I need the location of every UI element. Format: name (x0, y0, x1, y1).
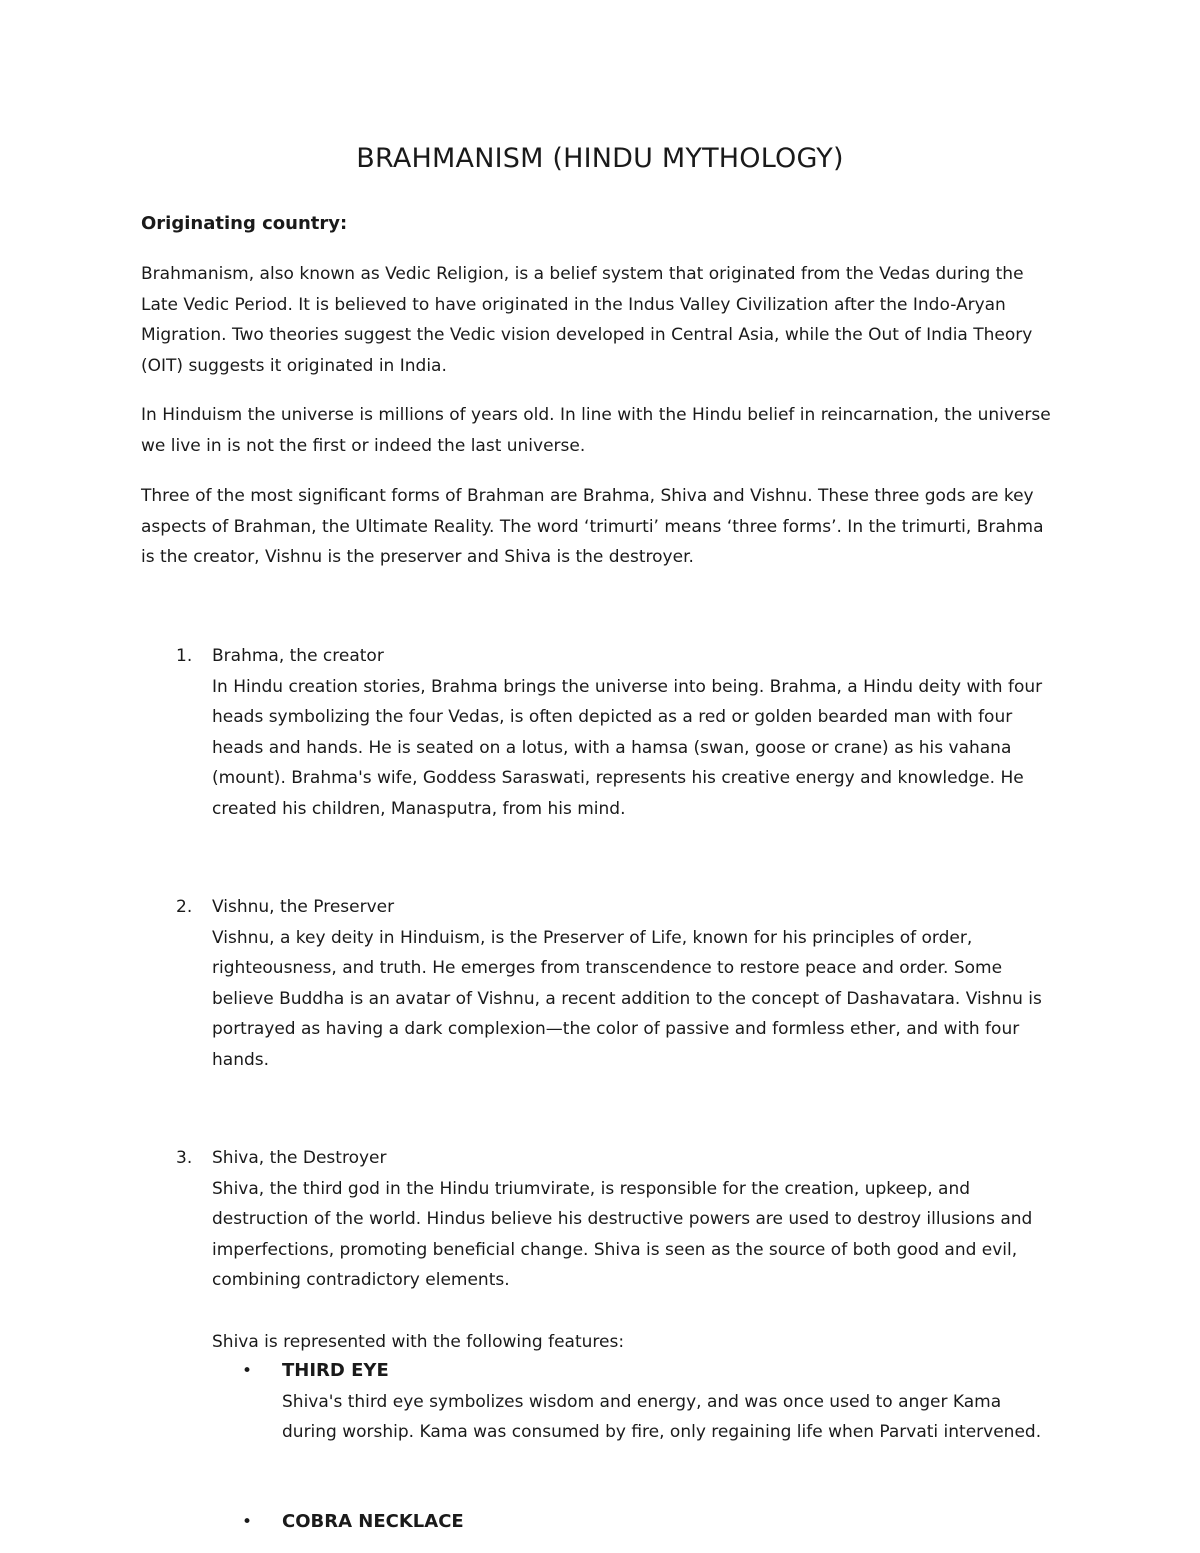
document-title: BRAHMANISM (HINDU MYTHOLOGY) (356, 143, 844, 174)
list-item-heading: Shiva, the Destroyer (212, 1148, 387, 1168)
feature-body: Shiva's third eye symbolizes wisdom and energy, and was once used to anger Kama during worship. Kama was consumed by fire, only regaining life when Parvati intervened. (282, 1391, 1042, 1442)
bullet-icon: • (242, 1512, 253, 1532)
paragraph-trimurti: Three of the most significant forms of Brahman are Brahma, Shiva and Vishnu. These three gods are key aspects of Brahman, the Ultimate Reality. The word ‘trimurti’ means ‘three forms’. In the trimurti, Brahma is the creator, Vishnu is the preserver and Shiva is the destroyer. (141, 486, 1044, 567)
paragraph-origin: Brahmanism, also known as Vedic Religion, is a belief system that originated from the Vedas during the Late Vedic Period. It is believed to have originated in the Indus Valley Civilization after the Indo-Aryan Migration. Two theories suggest the Vedic vision developed in Central Asia, while the Out of India Theory (OIT) suggests it originated in India. (141, 264, 1033, 376)
list-item-body: Vishnu, a key deity in Hinduism, is the Preserver of Life, known for his principles of order, righteousness, and truth. He emerges from transcendence to restore peace and order. Some believe Buddha is an avatar of Vishnu, a recent addition to the concept of Dashavatara. Vishnu is portrayed as having a dark complexion—the color of passive and formless ether, and with four hands. (212, 927, 1042, 1070)
paragraph-universe: In Hinduism the universe is millions of years old. In line with the Hindu belief in reincarnation, the universe we live in is not the first or indeed the last universe. (141, 405, 1051, 456)
features-intro: Shiva is represented with the following features: (212, 1332, 625, 1352)
section-heading: Originating country: (141, 213, 348, 234)
list-item-heading: Brahma, the creator (212, 646, 384, 666)
bullet-icon: • (242, 1361, 253, 1381)
list-number: 3. (176, 1148, 193, 1168)
feature-heading: COBRA NECKLACE (282, 1511, 464, 1532)
list-item-body: In Hindu creation stories, Brahma brings the universe into being. Brahma, a Hindu deity with four heads symbolizing the four Vedas, is often depicted as a red or golden bearded man with four heads and hands. He is seated on a lotus, with a hamsa (swan, goose or crane) as his vahana (mount). Brahma's wife, Goddess Saraswati, represents his creative energy and knowledge. He created his children, Manasputra, from his mind. (212, 676, 1043, 819)
list-item-heading: Vishnu, the Preserver (212, 897, 395, 917)
feature-heading: THIRD EYE (282, 1360, 389, 1381)
list-number: 2. (176, 897, 193, 917)
list-number: 1. (176, 646, 193, 666)
list-item-body: Shiva, the third god in the Hindu triumvirate, is responsible for the creation, upkeep, and destruction of the world. Hindus believe his destructive powers are used to destroy illusions and imperfections, promoting beneficial change. Shiva is seen as the source of both good and evil, combining contradictory elements. (212, 1178, 1033, 1290)
